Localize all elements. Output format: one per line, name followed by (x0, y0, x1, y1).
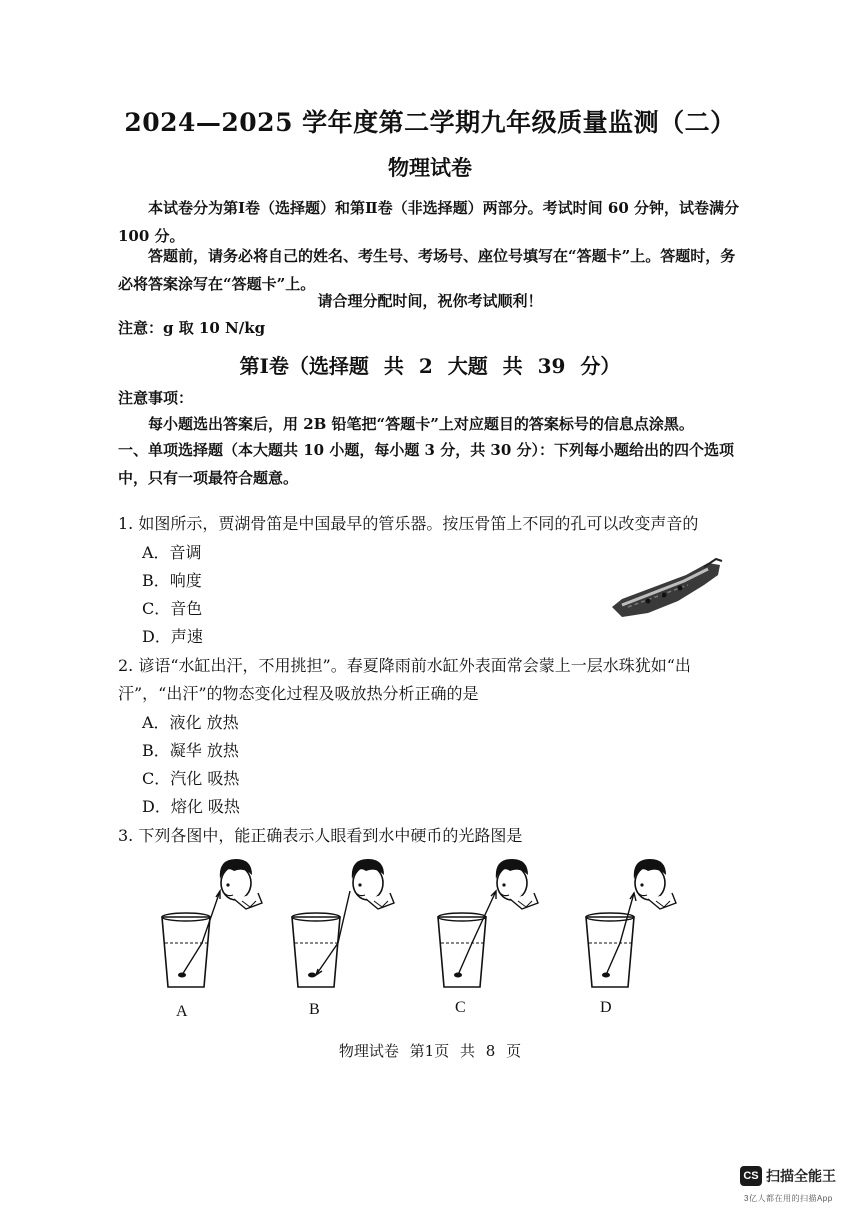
gravity-note: 注意：g 取 10 N/kg (118, 319, 266, 337)
question-2-option-b: B．凝华 放热 (142, 741, 239, 760)
question-1-option-a: A．音调 (142, 543, 202, 562)
intro-paragraph-1: 本试卷分为第Ⅰ卷（选择题）和第Ⅱ卷（非选择题）两部分。考试时间 60 分钟，试卷满分 100 分。 (118, 199, 739, 245)
figure-label-a: A (176, 1003, 188, 1020)
camscanner-tagline: 3亿人都在用的扫描App (744, 1194, 833, 1203)
figure-label-d: D (600, 999, 612, 1016)
page-footer: 物理试卷 第1页 共 8 页 (338, 1042, 522, 1060)
question-1-stem: 1. 如图所示，贾湖骨笛是中国最早的管乐器。按压骨笛上不同的孔可以改变声音的 (118, 514, 699, 533)
question-2-option-c: C．汽化 吸热 (142, 769, 240, 788)
figure-label-c: C (455, 999, 466, 1016)
notice-body: 每小题选出答案后，用 2B 铅笔把“答题卡”上对应题目的答案标号的信息点涂黑。 (148, 415, 694, 433)
question-1-option-d: D．声速 (142, 627, 203, 646)
figure-a (162, 859, 262, 987)
question-3-stem: 3. 下列各图中，能正确表示人眼看到水中硬币的光路图是 (118, 826, 523, 845)
good-luck-line: 请合理分配时间，祝你考试顺利！ (317, 292, 543, 310)
question-1-option-b: B．响度 (142, 571, 202, 590)
figure-b (292, 859, 394, 987)
question-1-option-c: C．音色 (142, 599, 203, 618)
figure-d (586, 859, 676, 987)
exam-subtitle: 物理试卷 (388, 155, 472, 180)
exam-title: 2024—2025 学年度第二学期九年级质量监测（二） (124, 108, 736, 137)
question-2-option-a: A．液化 放热 (142, 713, 239, 732)
figure-c (438, 859, 538, 987)
question-2-stem: 2. 谚语“水缸出汗，不用挑担”。春夏降雨前水缸外表面常会蒙上一层水珠犹如“出汗”，“出汗”的物态变化过程及吸放热分析正确的是 (118, 656, 691, 703)
camscanner-brand: 扫描全能王 (766, 1168, 836, 1184)
part-one-instructions: 一、单项选择题（本大题共 10 小题，每小题 3 分，共 30 分）：下列每小题给出的四个选项中，只有一项最符合题意。 (118, 441, 735, 487)
intro-paragraph-2: 答题前，请务必将自己的姓名、考生号、考场号、座位号填写在“答题卡”上。答题时，务必将答案涂写在“答题卡”上。 (118, 247, 736, 293)
bone-flute-image (608, 555, 726, 625)
figure-label-b: B (309, 1001, 320, 1018)
notice-title: 注意事项： (118, 389, 194, 407)
camscanner-logo-icon: CS (740, 1166, 762, 1186)
question-2-option-d: D．熔化 吸热 (142, 797, 240, 816)
light-path-figures (150, 855, 730, 1015)
section-heading: 第Ⅰ卷（选择题 共 2 大题 共 39 分） (239, 354, 621, 378)
